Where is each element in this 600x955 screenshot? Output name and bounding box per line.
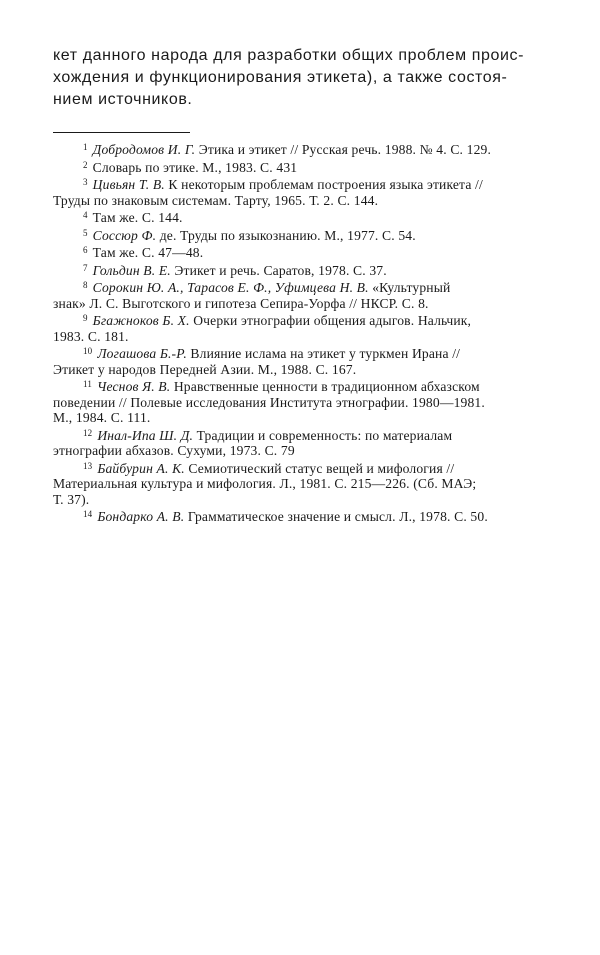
footnote-number: 1 xyxy=(83,142,88,152)
footnote-author: Соссюр Ф. xyxy=(92,227,157,243)
footnote-first-line xyxy=(53,226,551,244)
footnote-text: К некоторым проблемам построения языка этикета // xyxy=(164,177,483,192)
footnote-text: Грамматическое значение и смысл. Л., 1978. С. 50. xyxy=(184,509,488,524)
footnote-number: 4 xyxy=(83,210,88,220)
footnote-author: Гольдин В. Е. xyxy=(92,262,171,278)
footnote-number: 2 xyxy=(83,159,88,170)
footnote-text: Очерки этнографии общения адыгов. Нальчик, xyxy=(189,313,472,328)
footnote-separator-rule xyxy=(53,132,190,133)
footnote-first-line xyxy=(53,158,551,176)
footnote-text: Словарь по этике. М., 1983. С. 431 xyxy=(92,159,298,175)
footnote-continuation-line: Этикет у народов Передней Азии. М., 1988. С. 167. xyxy=(53,361,357,377)
footnote-item xyxy=(53,377,551,426)
footnote-number: 9 xyxy=(83,313,88,323)
footnote-text: Этика и этикет // Русская речь. 1988. № 4. С. 129. xyxy=(195,142,492,157)
footnote-first-line xyxy=(53,426,551,444)
footnote-first-line xyxy=(53,344,551,362)
footnote-item xyxy=(53,344,551,377)
footnote-author: Байбурин А. К. xyxy=(97,460,185,476)
footnote-continuation-line: знак» Л. С. Выготского и гипотеза Сепира-Уорфа // НКСР. С. 8. xyxy=(53,295,429,311)
footnote-author: Бондарко А. В. xyxy=(97,509,185,524)
footnote-first-line xyxy=(53,208,551,226)
footnote-item xyxy=(53,226,551,244)
footnote-item xyxy=(53,175,551,208)
footnote-continuation-line: М., 1984. С. 111. xyxy=(53,410,151,425)
footnote-text: Семиотический статус вещей и мифология // xyxy=(184,460,455,476)
footnote-author: Чеснов Я. В. xyxy=(96,379,171,394)
footnote-number: 3 xyxy=(83,177,88,187)
body-text-line: кет данного народа для разработки общих проблем проис- xyxy=(53,47,525,64)
body-text-line: нием источников. xyxy=(53,91,193,108)
footnote-author: Инал-Ипа Ш. Д. xyxy=(97,427,194,443)
footnote-item xyxy=(53,208,551,226)
footnote-author: Цивьян Т. В. xyxy=(92,177,165,192)
footnote-first-line xyxy=(53,278,551,296)
footnote-item xyxy=(53,261,551,279)
footnote-first-line xyxy=(53,311,551,329)
footnote-item xyxy=(53,426,551,459)
footnote-item xyxy=(53,243,551,261)
footnote-first-line xyxy=(53,377,551,395)
footnote-text: Там же. С. 47—48. xyxy=(92,245,204,260)
footnote-continuation-line: поведении // Полевые исследования Института этнографии. 1980—1981. xyxy=(53,394,485,410)
footnote-item xyxy=(53,311,551,344)
footnote-continuation-line: Т. 37). xyxy=(53,491,90,507)
footnote-first-line xyxy=(53,459,551,477)
footnote-first-line xyxy=(53,507,551,525)
footnote-item xyxy=(53,459,551,508)
footnote-number: 7 xyxy=(83,262,88,273)
footnote-item xyxy=(53,278,551,311)
footnote-text: Влияние ислама на этикет у туркмен Ирана // xyxy=(186,346,461,361)
footnote-first-line xyxy=(53,261,551,279)
body-text-paragraph xyxy=(53,45,558,111)
footnote-first-line xyxy=(53,140,551,158)
footnote-number: 6 xyxy=(83,245,88,255)
footnote-continuation-line: Труды по знаковым системам. Тарту, 1965. Т. 2. С. 144. xyxy=(53,192,379,208)
footnote-text: Нравственные ценности в традиционном абхазском xyxy=(170,379,480,394)
footnote-text: Этикет и речь. Саратов, 1978. С. 37. xyxy=(170,262,387,278)
footnote-continuation-line: 1983. С. 181. xyxy=(53,328,129,344)
footnote-text: Там же. С. 144. xyxy=(92,210,183,225)
footnote-item xyxy=(53,507,551,525)
footnote-author: Логашова Б.-Р. xyxy=(97,346,187,361)
footnote-number: 11 xyxy=(83,379,92,389)
body-text-line: хождения и функционирования этикета), а также состоя- xyxy=(53,69,508,86)
footnote-author: Сорокин Ю. А., Тарасов Е. Ф., Уфимцева Н. В. xyxy=(92,280,369,295)
footnote-number: 12 xyxy=(83,427,93,438)
footnote-first-line xyxy=(53,243,551,261)
footnote-text: «Культурный xyxy=(368,280,451,295)
footnote-item xyxy=(53,140,551,158)
footnote-number: 13 xyxy=(83,460,93,471)
footnotes-list xyxy=(53,140,551,525)
footnote-number: 8 xyxy=(83,280,88,290)
footnote-first-line xyxy=(53,175,551,193)
footnote-author: Добродомов И. Г. xyxy=(92,142,196,157)
footnote-author: Бгажноков Б. Х. xyxy=(92,313,190,328)
footnote-item xyxy=(53,158,551,176)
footnote-text: де. Труды по языкознанию. М., 1977. С. 54. xyxy=(156,227,416,243)
footnote-number: 10 xyxy=(83,346,93,356)
footnote-continuation-line: этнографии абхазов. Сухуми, 1973. С. 79 xyxy=(53,443,295,458)
footnote-number: 5 xyxy=(83,227,88,238)
footnote-text: Традиции и современность: по материалам xyxy=(193,427,453,443)
footnote-continuation-line: Материальная культура и мифология. Л., 1981. С. 215—226. (Сб. МАЭ; xyxy=(53,476,477,491)
footnote-number: 14 xyxy=(83,509,93,519)
